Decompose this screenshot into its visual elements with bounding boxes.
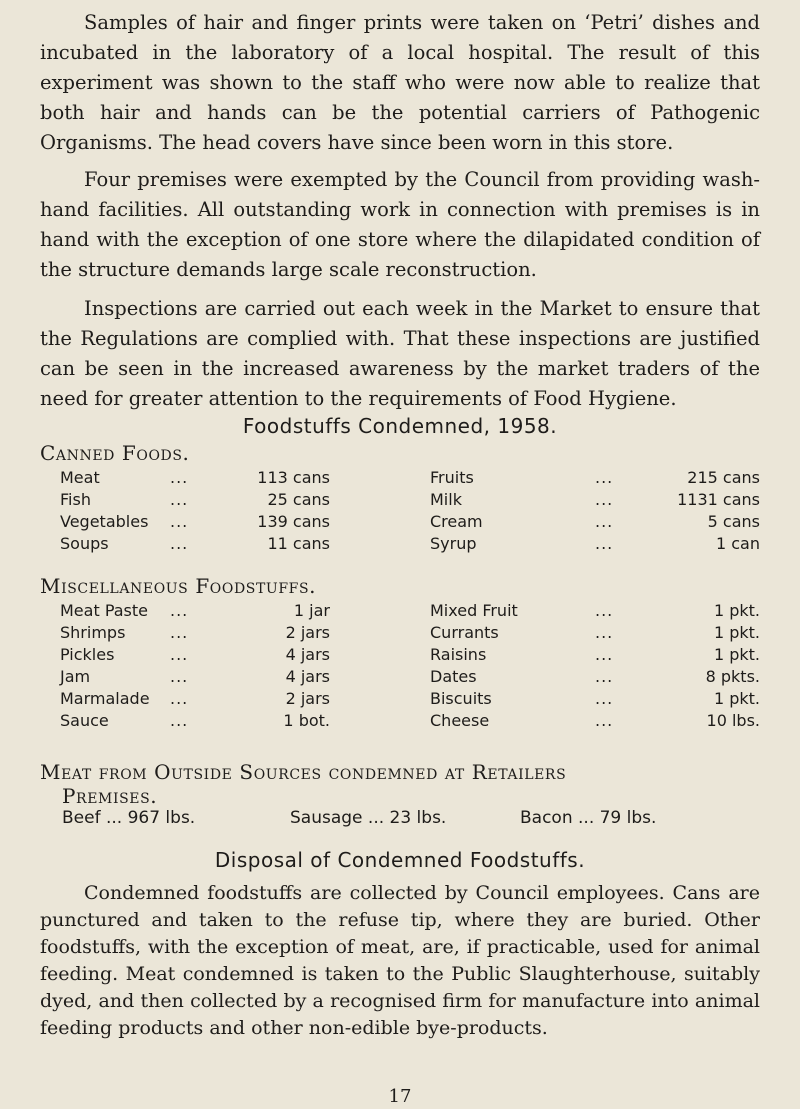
miscellaneous-foodstuffs-row	[0, 623, 800, 645]
item-name: Cheese	[430, 711, 490, 730]
leader-dots: ...	[170, 711, 189, 730]
leader-dots: ...	[170, 512, 189, 531]
item-name: Marmalade	[60, 689, 150, 708]
leader-dots: ...	[595, 667, 614, 686]
leader-dots: ...	[170, 490, 189, 509]
item-name: Shrimps	[60, 623, 126, 642]
leader-dots: ...	[170, 601, 189, 620]
beef-quantity: Beef ... 967 lbs.	[62, 808, 196, 828]
item-quantity: 2 jars	[285, 623, 330, 642]
miscellaneous-foodstuffs-row	[0, 645, 800, 667]
item-quantity: 2 jars	[285, 689, 330, 708]
leader-dots: ...	[595, 689, 614, 708]
item-quantity: 1 jar	[293, 601, 330, 620]
miscellaneous-foodstuffs-row	[0, 711, 800, 733]
miscellaneous-foodstuffs-row	[0, 601, 800, 623]
item-quantity: 1 pkt.	[713, 689, 760, 708]
item-quantity: 1 bot.	[283, 711, 330, 730]
leader-dots: ...	[595, 601, 614, 620]
item-name: Sauce	[60, 711, 109, 730]
item-quantity: 10 lbs.	[706, 711, 760, 730]
item-name: Meat	[60, 468, 100, 487]
leader-dots: ...	[595, 711, 614, 730]
item-quantity: 4 jars	[285, 667, 330, 686]
paragraph-market-inspections: Inspections are carried out each week in the Market to ensure that the Regulations are complied with. That these inspections are justified can be seen in the increased awareness by the market traders of the need for greater attention to the requirements of Food Hygiene.	[40, 297, 760, 410]
canned-foods-row	[0, 534, 800, 556]
item-quantity: 215 cans	[687, 468, 760, 487]
leader-dots: ...	[170, 667, 189, 686]
item-name: Fruits	[430, 468, 474, 487]
item-name: Vegetables	[60, 512, 149, 531]
page-number: 17	[388, 1086, 412, 1107]
canned-foods-row	[0, 490, 800, 512]
item-quantity: 1 pkt.	[713, 623, 760, 642]
item-name: Soups	[60, 534, 109, 553]
leader-dots: ...	[595, 645, 614, 664]
item-name: Currants	[430, 623, 499, 642]
miscellaneous-foodstuffs-row	[0, 667, 800, 689]
item-quantity: 8 pkts.	[705, 667, 760, 686]
meat-outside-sources-heading-cont: Premises.	[62, 784, 158, 808]
item-quantity: 11 cans	[267, 534, 330, 553]
item-quantity: 139 cans	[257, 512, 330, 531]
item-quantity: 1131 cans	[677, 490, 760, 509]
item-name: Meat Paste	[60, 601, 148, 620]
meat-outside-sources-heading: Meat from Outside Sources condemned at Retailers	[40, 760, 567, 784]
paragraph-wash-hand-exemptions: Four premises were exempted by the Council from providing wash-hand facilities. All outstanding work in connection with premises is in hand with the exception of one store where the dilapidated condition of the structure demands large scale reconstruction.	[40, 168, 760, 281]
canned-foods-row	[0, 512, 800, 534]
leader-dots: ...	[595, 534, 614, 553]
paragraph-disposal: Condemned foodstuffs are collected by Council employees. Cans are punctured and taken to the refuse tip, where they are buried. Other foodstuffs, with the exception of meat, are, if practicable, used for animal feeding. Meat condemned is taken to the Public Slaughterhouse, suitably dyed, and then collected by a recognised firm for manufacture into animal feeding products and other non-edible bye-products.	[40, 882, 760, 1039]
canned-foods-row	[0, 468, 800, 490]
item-name: Syrup	[430, 534, 477, 553]
item-name: Fish	[60, 490, 91, 509]
item-name: Milk	[430, 490, 462, 509]
item-name: Cream	[430, 512, 483, 531]
item-name: Mixed Fruit	[430, 601, 518, 620]
bacon-quantity: Bacon ... 79 lbs.	[520, 808, 657, 828]
leader-dots: ...	[170, 468, 189, 487]
item-quantity: 1 pkt.	[713, 645, 760, 664]
paragraph-petri-samples: Samples of hair and finger prints were taken on ‘Petri’ dishes and incubated in the laboratory of a local hospital. The result of this experiment was shown to the staff who were now able to realize that both hair and hands can be the potential carriers of Pathogenic Organisms. The head covers have since been worn in this store.	[40, 11, 760, 154]
canned-foods-heading: Canned Foods.	[40, 441, 190, 465]
item-quantity: 4 jars	[285, 645, 330, 664]
item-quantity: 5 cans	[707, 512, 760, 531]
leader-dots: ...	[595, 512, 614, 531]
miscellaneous-foodstuffs-row	[0, 689, 800, 711]
item-name: Dates	[430, 667, 477, 686]
leader-dots: ...	[170, 534, 189, 553]
disposal-heading: Disposal of Condemned Foodstuffs.	[214, 848, 586, 872]
item-quantity: 1 pkt.	[713, 601, 760, 620]
sausage-quantity: Sausage ... 23 lbs.	[290, 808, 447, 828]
leader-dots: ...	[595, 623, 614, 642]
miscellaneous-foodstuffs-heading: Miscellaneous Foodstuffs.	[40, 574, 317, 598]
item-quantity: 113 cans	[257, 468, 330, 487]
item-quantity: 1 can	[715, 534, 760, 553]
item-name: Jam	[60, 667, 91, 686]
foodstuffs-condemned-heading: Foodstuffs Condemned, 1958.	[242, 414, 558, 438]
leader-dots: ...	[170, 689, 189, 708]
leader-dots: ...	[595, 468, 614, 487]
item-quantity: 25 cans	[267, 490, 330, 509]
leader-dots: ...	[595, 490, 614, 509]
leader-dots: ...	[170, 645, 189, 664]
leader-dots: ...	[170, 623, 189, 642]
item-name: Pickles	[60, 645, 115, 664]
item-name: Raisins	[430, 645, 487, 664]
item-name: Biscuits	[430, 689, 492, 708]
